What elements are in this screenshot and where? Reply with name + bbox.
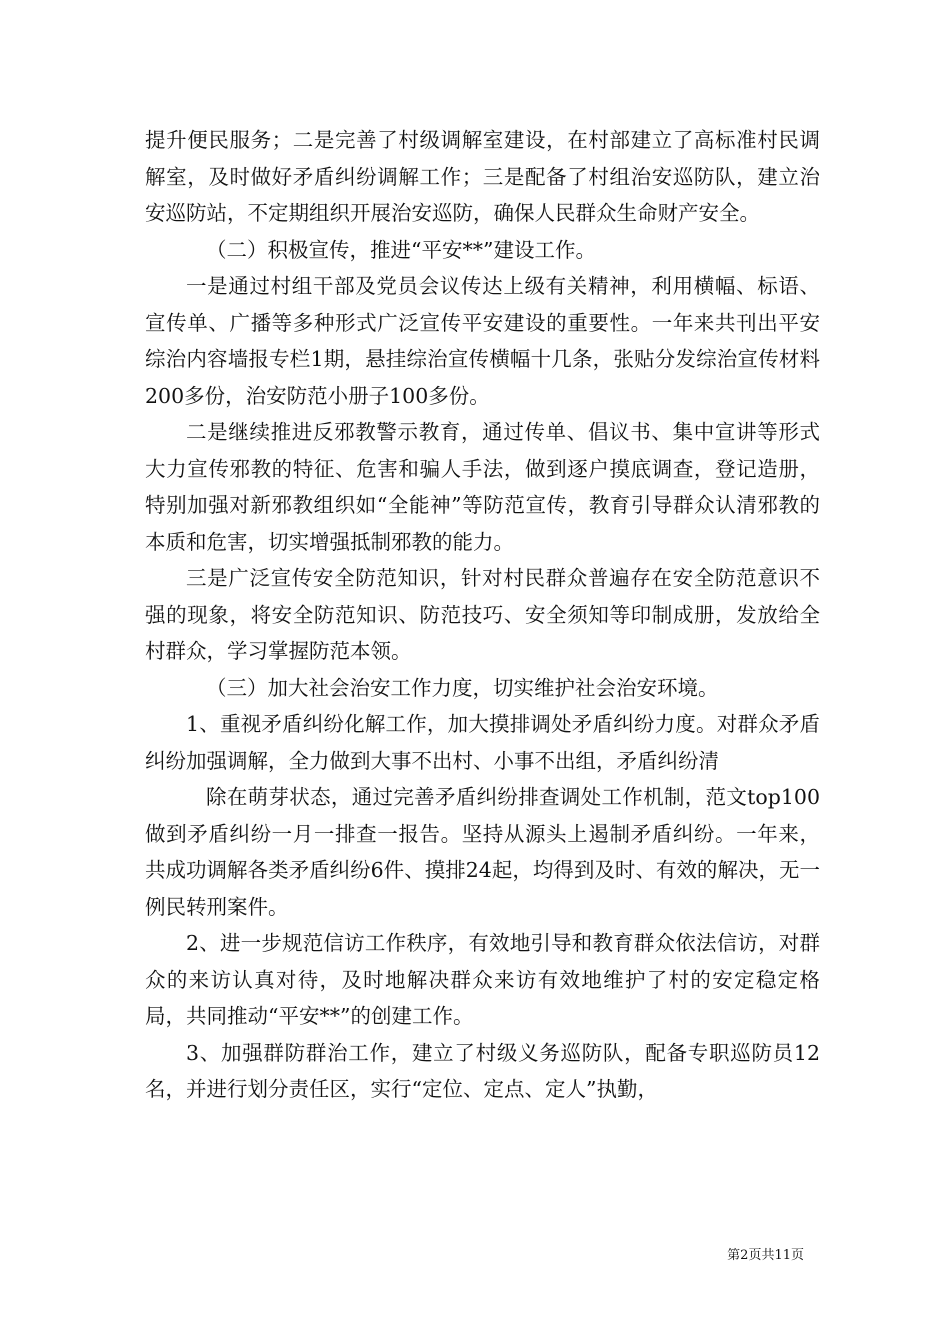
page-number-footer: 第2页共11页 — [727, 1248, 804, 1263]
section-heading-2: （二）积极宣传，推进“平安**”建设工作。 — [206, 237, 596, 262]
paragraph-1: 提升便民服务；二是完善了村级调解室建设，在村部建立了高标准村民调解室，及时做好矛盾纠纷调解工作；三是配备了村组治安巡防队，建立治安巡防站，不定期组织开展治安巡防，确保人民群众生命财产安全。 — [145, 128, 820, 225]
paragraph-7: 1、重视矛盾纠纷化解工作，加大摸排调处矛盾纠纷力度。对群众矛盾纠纷加强调解，全力做到大事不出村、小事不出组，矛盾纠纷清 — [145, 712, 820, 773]
paragraph-4: 二是继续推进反邪教警示教育，通过传单、倡议书、集中宣讲等形式大力宣传邪教的特征、危害和骗人手法，做到逐户摸底调查，登记造册，特别加强对新邪教组织如“全能神”等防范宣传，教育引导群众认清邪教的本质和危害，切实增强抵制邪教的能力。 — [145, 420, 820, 554]
paragraph-5: 三是广泛宣传安全防范知识，针对村民群众普遍存在安全防范意识不强的现象，将安全防范知识、防范技巧、安全须知等印制成册，发放给全村群众，学习掌握防范本领。 — [145, 566, 820, 663]
paragraph-3: 一是通过村组干部及党员会议传达上级有关精神，利用横幅、标语、宣传单、广播等多种形式广泛宣传平安建设的重要性。一年来共刊出平安综治内容墙报专栏1期，悬挂综治宣传横幅十几条，张贴分发综治宣传材料200多份，治安防范小册子100多份。 — [145, 274, 820, 408]
document-body — [145, 122, 820, 1108]
paragraph-10: 3、加强群防群治工作，建立了村级义务巡防队，配备专职巡防员12名，并进行划分责任区，实行“定位、定点、定人”执勤， — [145, 1040, 820, 1101]
paragraph-8: 除在萌芽状态，通过完善矛盾纠纷排查调处工作机制，范文top100做到矛盾纠纷一月一排查一报告。坚持从源头上遏制矛盾纠纷。一年来，共成功调解各类矛盾纠纷6件、摸排24起，均得到及时、有效的解决，无一例民转刑案件。 — [145, 785, 820, 919]
section-heading-3: （三）加大社会治安工作力度，切实维护社会治安环境。 — [206, 675, 719, 700]
paragraph-9: 2、进一步规范信访工作秩序，有效地引导和教育群众依法信访，对群众的来访认真对待，及时地解决群众来访有效地维护了村的安定稳定格局，共同推动“平安**”的创建工作。 — [145, 931, 820, 1028]
